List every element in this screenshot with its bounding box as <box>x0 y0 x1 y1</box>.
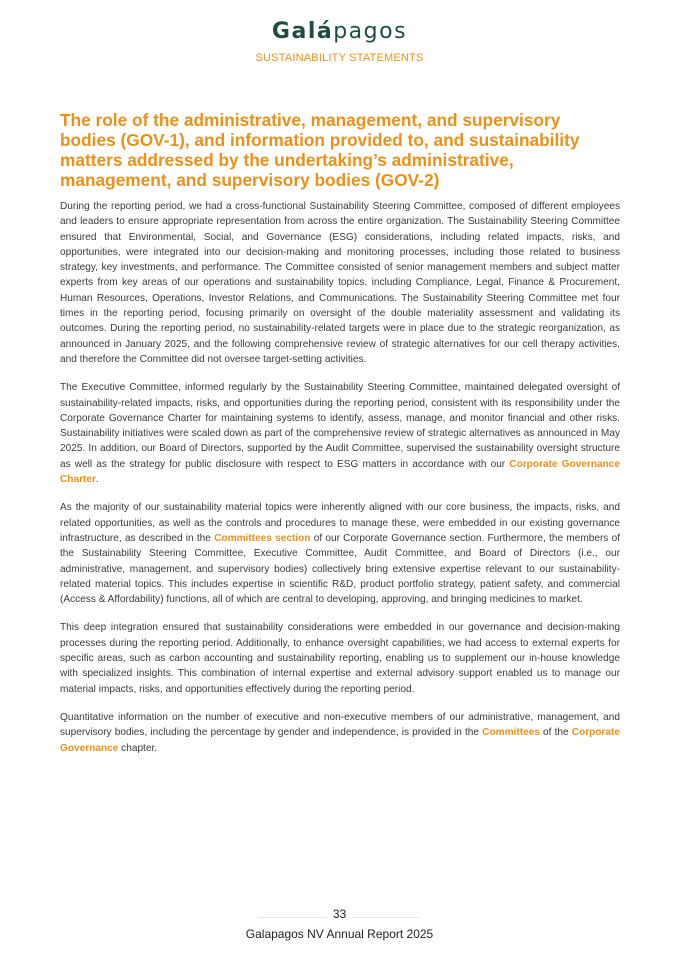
paragraph-text: The Executive Committee, informed regularly by the Sustainability Steering Committee, maintained delegated oversight of sustainability-related impacts, risks, and opportunities during the reporting period, consistent with its responsibility under the Corporate Governance Charter for maintaining systems to identify, assess, manage, and monitor financial and other risks. Sustainability initiatives were scaled down as part of the comprehensive review of strategic alternatives as announced in May 2025. In addition, our Board of Directors, supported by the Audit Committee, supervised the sustainability oversight structure as well as the strategy for public disclosure with respect to ESG matters in accordance with our <box>60 382 620 470</box>
paragraph-quantitative-info <box>60 710 620 756</box>
committees-section-link[interactable]: Committees section <box>214 532 311 544</box>
main-content <box>60 110 620 769</box>
report-title: Galapagos NV Annual Report 2025 <box>245 927 434 941</box>
paragraph-material-topics <box>60 500 620 607</box>
paragraph-executive-committee <box>60 380 620 487</box>
galapagos-logo <box>0 18 679 46</box>
paragraph-text: of the <box>539 727 572 739</box>
paragraph-text: . <box>95 474 99 486</box>
page-title: The role of the administrative, management, and supervisory bodies (GOV-1), and information provided to, and sustainability matters addressed by the undertaking’s administrative, management, and supervisory bodies (GOV-2) <box>60 110 580 190</box>
logo-light-part: pagos <box>333 19 408 44</box>
section-label: SUSTAINABILITY STATEMENTS <box>255 52 424 64</box>
committees-link[interactable]: Committees <box>482 727 540 739</box>
paragraph-text: chapter. <box>118 742 158 754</box>
page-number: 33 <box>327 905 352 923</box>
page-footer <box>0 905 679 943</box>
paragraph-text: of our Corporate Governance section. Furthermore, the members of the Sustainability Steering Committee, Executive Committee, Audit Committee, and Board of Directors (i.e., our administrative, management, and supervisory bodies) collectively bring extensive expertise relevant to our sustainability-related material topics. This includes expertise in scientific R&D, product portfolio strategy, patient safety, and commercial (Access & Affordability) functions, all of which are central to developing, approving, and bringing medicines to market. <box>60 532 620 606</box>
corporate-governance-charter-link[interactable]: Corporate Governance Charter <box>60 458 620 486</box>
paragraph-integration: This deep integration ensured that sustainability considerations were embedded in our governance and decision-making processes during the reporting period. Additionally, to enhance oversight capabilities, we had access to external experts for specific areas, such as carbon accounting and sustainability reporting, enabling us to supplement our in-house knowledge with specialized insights. This combination of internal expertise and external advisory support enabled us to manage our material impacts, risks, and opportunities effectively during the reporting period. <box>60 622 620 695</box>
logo-bold-part: Galá <box>271 19 334 44</box>
paragraph-text: Quantitative information on the number of executive and non‑executive members of our administrative, management, and supervisory bodies, including the percentage by gender and independence, is provided in the <box>60 711 620 739</box>
paragraph-text: As the majority of our sustainability material topics were inherently aligned with our core business, the impacts, risks, and related opportunities, as well as the controls and procedures to manage these, were embedded in our existing governance infrastructure, as described in the <box>60 502 620 544</box>
paragraph-steering-committee: During the reporting period, we had a cross‑functional Sustainability Steering Committee, composed of different employees and leaders to ensure appropriate representation from across the entire organization. The Sustainability Steering Committee ensured that Environmental, Social, and Governance (ESG) considerations, including related impacts, risks, and opportunities, were integrated into our decision-making and monitoring processes, including those related to business strategy, key investments, and performance. The Committee consisted of senior management members and subject matter experts from key areas of our operations and sustainability topics, including Compliance, Legal, Finance & Procurement, Human Resources, Operations, Investor Relations, and Communications. The Sustainability Steering Committee met four times in the reporting period, focusing primarily on oversight of the double materiality assessment and validating its outcomes. During the reporting period, no sustainability‑related targets were in place due to the strategic reorganization, as announced in January 2025, and the following comprehensive review of strategic alternatives for our cell therapy activities, and therefore the Committee did not oversee target‑setting activities. <box>60 201 620 365</box>
corporate-governance-link[interactable]: Corporate Governance <box>60 727 620 754</box>
page-header <box>0 18 679 65</box>
